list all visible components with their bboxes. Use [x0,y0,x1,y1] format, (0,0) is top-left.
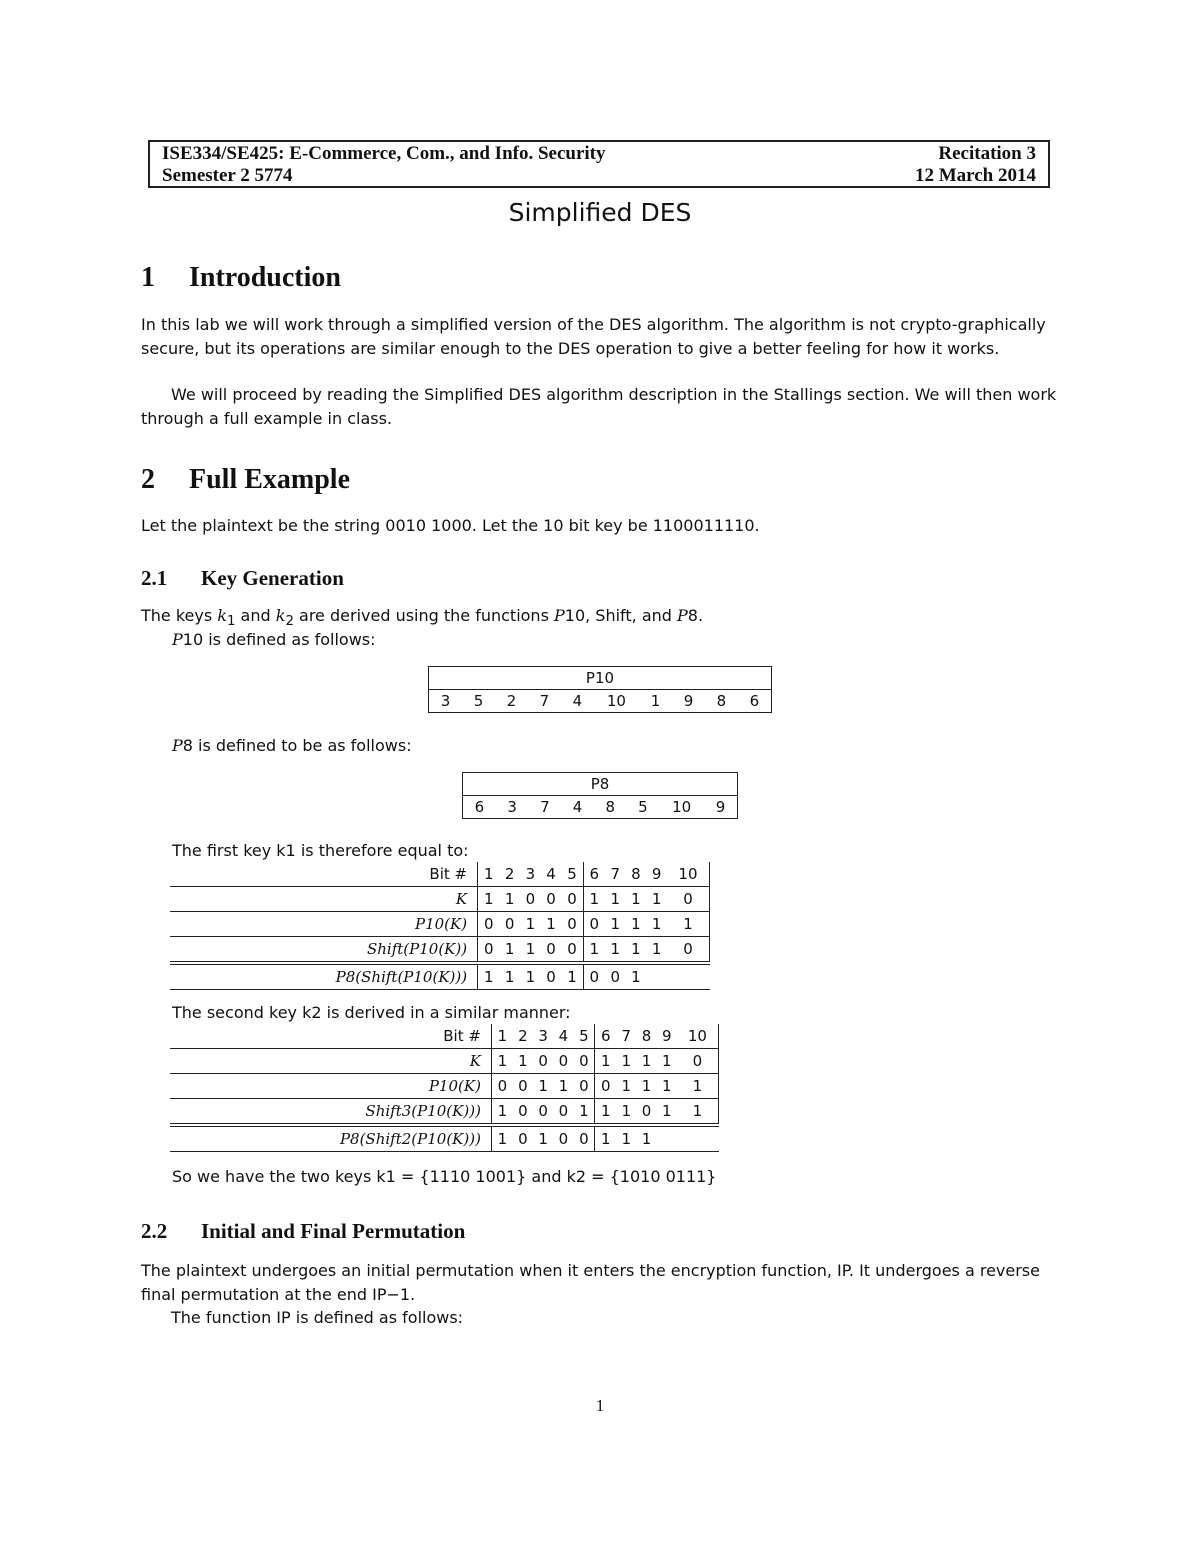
bit-cell: 1 [626,937,647,964]
p8-table-title: P8 [463,773,738,796]
bit-cell: 0 [636,1099,656,1126]
bit-cell: 0 [499,912,520,937]
bit-cell: 0 [561,912,583,937]
section-1-heading [141,262,341,294]
bit-cell: 1 [616,1099,636,1126]
first-key-line: The first key k1 is therefore equal to: [172,841,469,860]
bit-header: 2 [499,862,520,887]
key1-header-label: Bit # [170,862,478,887]
bit-cell: 1 [646,887,667,912]
bit-cell: 0 [491,1074,512,1099]
row-label-text: P10(K) [428,1077,481,1095]
p10-table [428,666,772,713]
var-p: P [554,606,565,625]
bit-cell: 0 [541,887,562,912]
subsection-2-2-heading [141,1219,465,1244]
p10-cell: 2 [495,690,528,713]
subsection-title: Key Generation [201,566,344,590]
bit-cell: 1 [520,912,541,937]
bit-cell: 0 [595,1074,616,1099]
bit-header: 6 [595,1024,616,1049]
section-title: Full Example [189,464,351,495]
row-label-text: K [469,1052,481,1070]
key-gen-intro-line [141,606,703,629]
bit-cell: 1 [616,1125,636,1152]
p8-cell: 8 [594,796,627,819]
bit-header: 8 [636,1024,656,1049]
bit-header: 9 [646,862,667,887]
p10-cell: 3 [429,690,463,713]
text-fragment: 10 is defined as follows: [182,630,376,649]
bit-header: 9 [657,1024,677,1049]
p8-cell: 4 [561,796,594,819]
section-2-heading [141,464,350,496]
p8-cell: 6 [463,796,496,819]
bit-cell: 0 [574,1125,595,1152]
bit-header: 3 [533,1024,553,1049]
bit-cell: 1 [491,1049,512,1074]
row-label-text: P10(K) [415,915,468,933]
bit-cell: 0 [574,1049,595,1074]
bit-cell [677,1125,719,1152]
subsection-2-1-heading [141,566,344,591]
row-label [170,937,478,964]
bit-cell: 1 [636,1125,656,1152]
p8-cell: 10 [659,796,704,819]
bit-cell: 1 [657,1049,677,1074]
row-label-text: P8(Shift2(P10(K))) [339,1130,481,1148]
subsection-number: 2.1 [141,566,168,590]
text-fragment: 8 [687,606,698,625]
bit-cell: 1 [478,963,500,990]
document-title: Simplified DES [508,198,692,227]
var-k: k [275,606,286,625]
bit-cell: 1 [626,912,647,937]
text-fragment: and [235,606,276,625]
bit-cell: 1 [513,1049,533,1074]
bit-cell: 0 [533,1099,553,1126]
p10-cell: 4 [561,690,594,713]
section-number: 2 [141,464,155,495]
p8-cell: 7 [529,796,562,819]
bit-header: 3 [520,862,541,887]
bit-cell: 0 [513,1125,533,1152]
bit-header: 8 [626,862,647,887]
bit-cell: 1 [520,937,541,964]
bit-cell: 1 [595,1125,616,1152]
bit-cell: 0 [677,1049,719,1074]
bit-cell: 1 [499,887,520,912]
row-label-text: K [455,890,468,908]
row-label-text: Shift3(P10(K))) [365,1102,481,1120]
var-k: k [217,606,227,625]
bit-cell: 0 [553,1125,573,1152]
bit-cell: 0 [553,1099,573,1126]
bit-cell: 1 [636,1074,656,1099]
permutation-paragraph: The plaintext undergoes an initial permutation when it enters the encryption function, IP. It undergoes a reverse final permutation at the end IP−1. [141,1261,1040,1304]
row-label [170,912,478,937]
bit-cell: 1 [605,912,626,937]
bit-cell: 0 [583,912,605,937]
key1-table [170,862,710,990]
key2-table [170,1024,719,1152]
bit-cell: 0 [605,963,626,990]
recitation-label: Recitation 3 [938,143,1036,164]
text-fragment: are derived using the functions [293,606,554,625]
bit-cell: 1 [667,912,710,937]
subsection-number: 2.2 [141,1219,168,1243]
p10-cell: 7 [528,690,561,713]
intro-paragraph-1: In this lab we will work through a simplified version of the DES algorithm. The algorithm is not crypto-graphically secure, but its operations are similar enough to the DES operation to give a better feeling for how it works. [141,315,1046,358]
bit-cell: 1 [491,1125,512,1152]
p10-cell: 5 [462,690,495,713]
var-p: P [172,736,183,755]
bit-cell: 0 [533,1049,553,1074]
row-label [170,887,478,912]
bit-cell: 1 [677,1074,719,1099]
bit-cell: 1 [583,937,605,964]
bit-cell: 0 [667,887,710,912]
p10-cell: 8 [705,690,738,713]
key2-header-label: Bit # [170,1024,491,1049]
date-label: 12 March 2014 [914,165,1036,186]
two-keys-line: So we have the two keys k1 = {1110 1001} and k2 = {1010 0111} [172,1167,717,1186]
text-fragment: , Shift, and [585,606,678,625]
section-title: Introduction [189,262,341,293]
bit-cell: 1 [478,887,500,912]
bit-cell: 1 [636,1049,656,1074]
bit-cell: 1 [561,963,583,990]
bit-header: 10 [677,1024,719,1049]
bit-cell: 0 [520,887,541,912]
bit-cell: 0 [574,1074,595,1099]
p8-cell: 9 [704,796,737,819]
bit-cell: 1 [605,937,626,964]
bit-cell: 1 [605,887,626,912]
ip-defined-line: The function IP is defined as follows: [171,1308,464,1327]
p8-table [462,772,738,819]
bit-cell: 0 [541,937,562,964]
row-label [170,1049,491,1074]
bit-cell: 1 [541,912,562,937]
bit-header: 5 [574,1024,595,1049]
bit-header: 7 [605,862,626,887]
bit-cell: 1 [520,963,541,990]
text-fragment: 10 [564,606,586,625]
bit-cell: 0 [478,912,500,937]
bit-cell: 1 [626,963,647,990]
bit-cell: 1 [646,912,667,937]
bit-cell: 1 [616,1074,636,1099]
bit-header: 1 [491,1024,512,1049]
bit-header: 2 [513,1024,533,1049]
bit-cell: 0 [513,1099,533,1126]
bit-cell: 0 [513,1074,533,1099]
bit-header: 10 [667,862,710,887]
bit-cell: 0 [583,963,605,990]
var-p: P [677,606,688,625]
row-label-text: P8(Shift(P10(K))) [335,968,468,986]
p8-cell: 5 [627,796,660,819]
bit-cell: 1 [499,937,520,964]
bit-cell: 1 [626,887,647,912]
subscript: 1 [226,614,236,630]
bit-cell: 1 [533,1125,553,1152]
bit-cell: 1 [595,1049,616,1074]
course-header-box [148,140,1050,188]
bit-header: 4 [541,862,562,887]
bit-cell: 0 [541,963,562,990]
course-title: ISE334/SE425: E-Commerce, Com., and Info. Security [162,143,606,164]
row-label [170,1099,491,1126]
p10-cell: 10 [594,690,639,713]
bit-cell [646,963,667,990]
text-fragment: . [697,606,704,625]
bit-cell: 1 [677,1099,719,1126]
section-number: 1 [141,262,155,293]
p10-cell: 9 [672,690,705,713]
text-fragment: The keys [141,606,218,625]
bit-cell: 1 [646,937,667,964]
bit-cell: 1 [533,1074,553,1099]
subscript: 2 [285,614,294,630]
bit-cell: 0 [561,887,583,912]
p10-cell: 6 [738,690,772,713]
bit-cell: 1 [499,963,520,990]
semester-label: Semester 2 5774 [162,165,293,186]
bit-cell: 0 [553,1049,573,1074]
subsection-title: Initial and Final Permutation [201,1219,466,1243]
full-example-paragraph: Let the plaintext be the string 0010 1000. Let the 10 bit key be 1100011110. [141,516,760,535]
var-p: P [172,630,183,649]
row-label [170,1125,491,1152]
bit-cell: 1 [616,1049,636,1074]
row-label-text: Shift(P10(K)) [366,940,468,958]
bit-cell [657,1125,677,1152]
header-line-2 [162,165,1036,187]
header-line-1 [162,143,1036,165]
bit-header: 5 [561,862,583,887]
text-fragment: 8 is defined to be as follows: [182,736,412,755]
bit-cell: 1 [595,1099,616,1126]
p8-cell: 3 [496,796,529,819]
row-label [170,1074,491,1099]
p8-defined-line [172,736,412,755]
row-label [170,963,478,990]
bit-cell: 1 [574,1099,595,1126]
p10-cell: 1 [639,690,672,713]
p10-table-title: P10 [429,667,772,690]
bit-cell: 0 [561,937,583,964]
second-key-line: The second key k2 is derived in a similar manner: [172,1003,571,1022]
bit-header: 6 [583,862,605,887]
bit-cell: 1 [491,1099,512,1126]
bit-header: 1 [478,862,500,887]
bit-cell: 1 [553,1074,573,1099]
intro-paragraph-2: We will proceed by reading the Simplified DES algorithm description in the Stallings section. We will then work through a full example in class. [141,385,1057,428]
bit-cell: 1 [583,887,605,912]
page-number: 1 [595,1396,605,1415]
bit-cell [667,963,710,990]
bit-header: 4 [553,1024,573,1049]
bit-cell: 1 [657,1074,677,1099]
p10-defined-line [172,630,376,649]
bit-cell: 0 [478,937,500,964]
bit-header: 7 [616,1024,636,1049]
bit-cell: 1 [657,1099,677,1126]
bit-cell: 0 [667,937,710,964]
